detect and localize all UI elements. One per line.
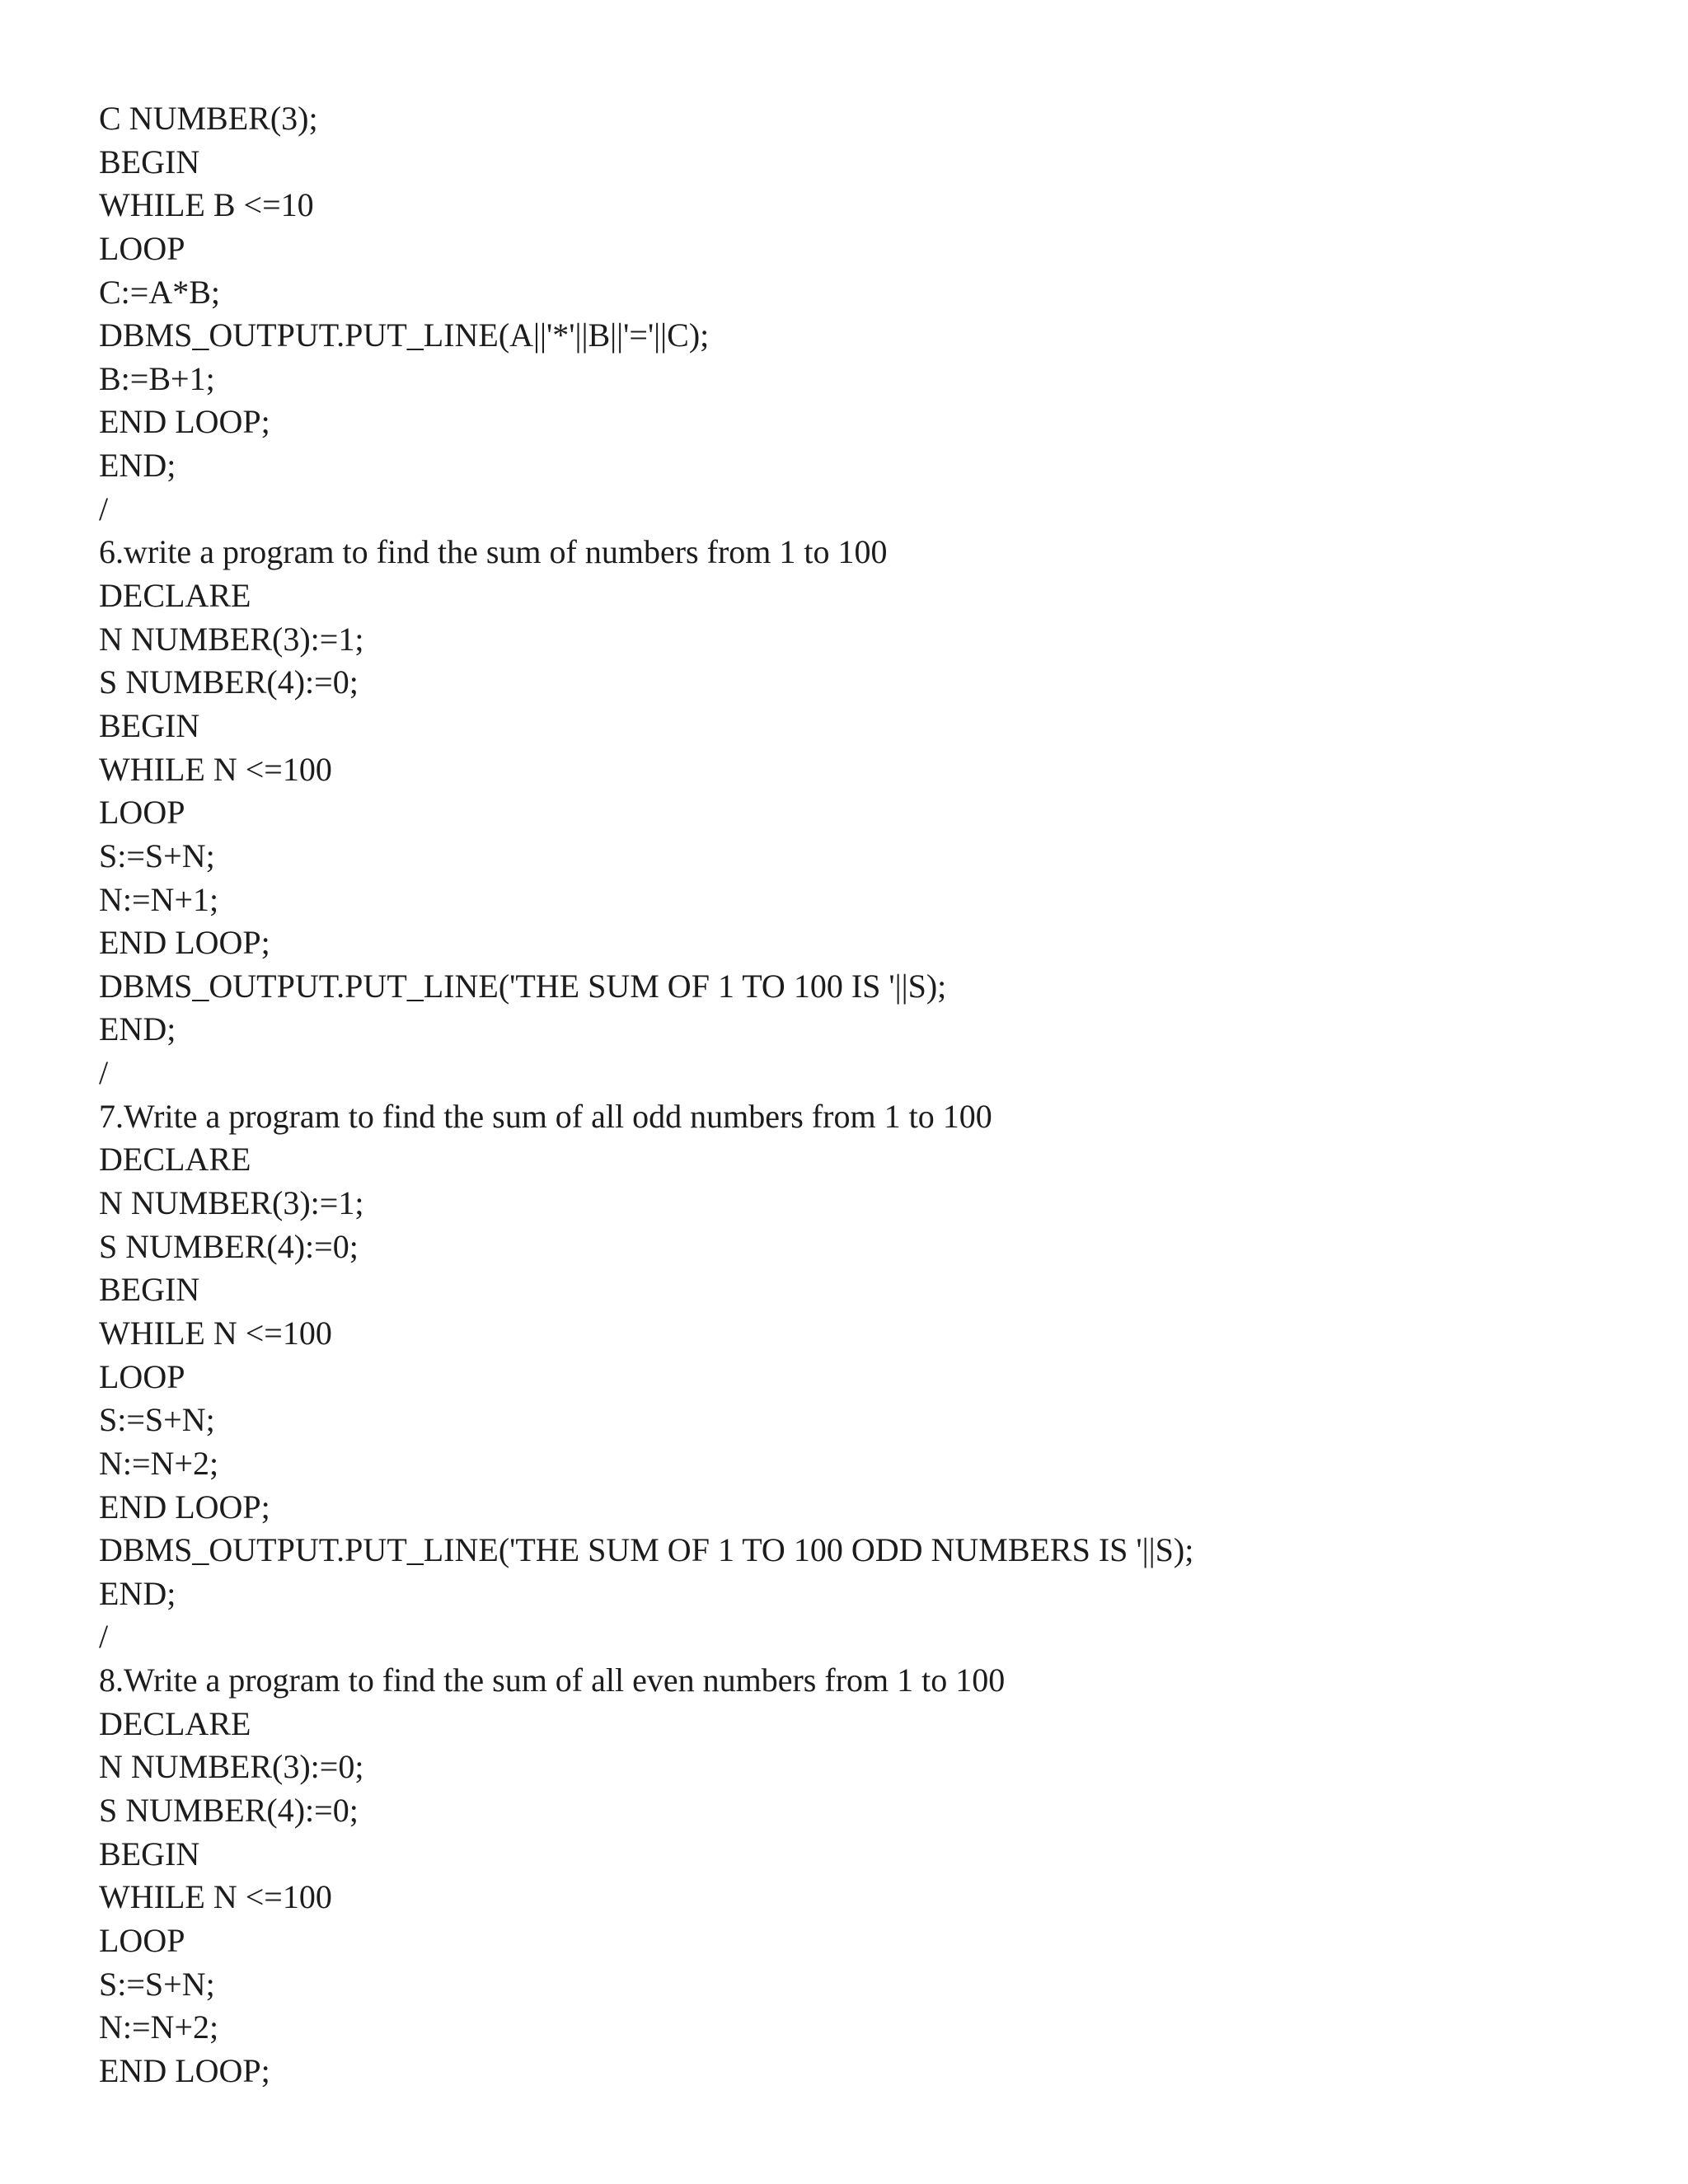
block-separator: / [99, 490, 109, 527]
code-line: END LOOP; [99, 2051, 270, 2089]
code-line: DECLARE [99, 1141, 251, 1179]
code-line: N:=N+2; [99, 1444, 219, 1482]
code-line: S NUMBER(4):=0; [99, 663, 359, 701]
code-line: S:=S+N; [99, 837, 215, 874]
code-line: DBMS_OUTPUT.PUT_LINE('THE SUM OF 1 TO 100 ODD NUMBERS IS '||S); [99, 1531, 1194, 1569]
code-line: BEGIN [99, 143, 200, 180]
code-line: S NUMBER(4):=0; [99, 1227, 359, 1265]
code-line: WHILE B <=10 [99, 186, 314, 224]
code-line: B:=B+1; [99, 359, 215, 397]
code-line: DECLARE [99, 577, 251, 615]
code-line: BEGIN [99, 706, 200, 744]
code-line: DBMS_OUTPUT.PUT_LINE('THE SUM OF 1 TO 100 IS '||S); [99, 967, 947, 1005]
code-line: LOOP [99, 1921, 185, 1959]
code-line: END; [99, 1574, 176, 1612]
code-line: N NUMBER(3):=1; [99, 1184, 364, 1222]
code-line: WHILE N <=100 [99, 1314, 332, 1352]
code-line: N:=N+1; [99, 880, 219, 918]
block-separator: / [99, 1618, 109, 1656]
code-line: C NUMBER(3); [99, 100, 318, 137]
code-line: N NUMBER(3):=1; [99, 620, 364, 658]
code-line: DECLARE [99, 1704, 251, 1742]
code-line: END; [99, 447, 176, 485]
code-line: DBMS_OUTPUT.PUT_LINE(A||'*'||B||'='||C); [99, 316, 710, 354]
question-heading: 8.Write a program to find the sum of all even numbers from 1 to 100 [99, 1661, 1006, 1699]
code-listing [99, 97, 1632, 2093]
code-line: WHILE N <=100 [99, 750, 332, 788]
code-line: N NUMBER(3):=0; [99, 1748, 364, 1786]
code-line: LOOP [99, 229, 185, 267]
code-line: LOOP [99, 1357, 185, 1395]
code-line: LOOP [99, 794, 185, 832]
code-line: END LOOP; [99, 924, 270, 962]
code-line: END LOOP; [99, 403, 270, 441]
code-line: BEGIN [99, 1271, 200, 1309]
code-line: S NUMBER(4):=0; [99, 1791, 359, 1829]
code-line: C:=A*B; [99, 273, 221, 311]
code-line: S:=S+N; [99, 1965, 215, 2003]
block-separator: / [99, 1054, 109, 1092]
question-heading: 7.Write a program to find the sum of all odd numbers from 1 to 100 [99, 1097, 992, 1135]
question-heading: 6.write a program to find the sum of numbers from 1 to 100 [99, 533, 888, 571]
code-line: END; [99, 1010, 176, 1048]
code-line: S:=S+N; [99, 1401, 215, 1439]
code-line: WHILE N <=100 [99, 1878, 332, 1916]
code-line: END LOOP; [99, 1488, 270, 1526]
code-line: BEGIN [99, 1835, 200, 1872]
code-line: N:=N+2; [99, 2008, 219, 2046]
